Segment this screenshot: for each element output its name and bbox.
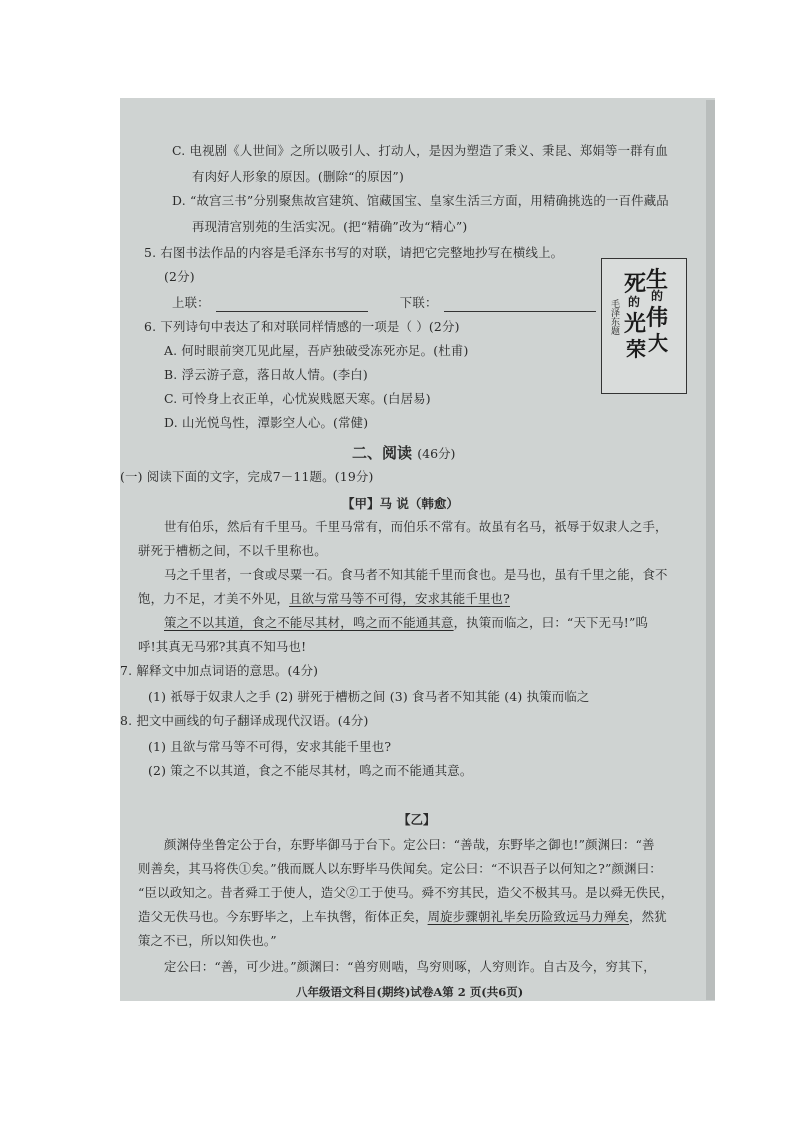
underlined-sentence-3: 周旋步骤朝礼毕矣历险致远马力殚矣 <box>427 909 630 924</box>
calligraphy-char: 的 <box>651 289 664 303</box>
jia-p3-line1-text: ，执策而临之，曰：“天下无马!”呜 <box>453 615 649 630</box>
section-title <box>352 442 455 463</box>
calligraphy-char: 荣 <box>626 337 646 361</box>
lower-couplet-label: 下联： <box>399 295 438 310</box>
q6-option-c: C. 可怜身上衣正单，心忧炭贱愿天寒。(白居易) <box>164 391 431 406</box>
calligraphy-image <box>601 258 687 394</box>
q6-option-a: A. 何时眼前突兀见此屋，吾庐独破受冻死亦足。(杜甫) <box>164 343 469 358</box>
q8-sentence-2: (2) 策之不以其道，食之不能尽其材，鸣之而不能通其意。 <box>148 763 473 778</box>
section-title-text: 二、阅读 <box>352 444 413 462</box>
calligraphy-char: 大 <box>648 331 668 355</box>
section-points: (46分) <box>417 446 456 461</box>
q4-option-d-line1: D. “故宫三书”分别聚焦故宫建筑、馆藏国宝、皇家生活三方面，用精确挑选的一百件藏品 <box>172 193 669 208</box>
q4-option-d-line2: 再现清宫别苑的生活实况。(把“精确”改为“精心”) <box>192 219 468 234</box>
q8-stem: 8. 把文中画线的句子翻译成现代汉语。(4分) <box>120 713 369 728</box>
q6-option-b: B. 浮云游子意，落日故人情。(李白) <box>164 367 368 382</box>
q8-sentence-1: (1) 且欲与常马等不可得，安求其能千里也? <box>148 739 392 754</box>
jia-p1-line2: 骈死于槽枥之间，不以千里称也。 <box>138 543 327 558</box>
calligraphy-char: 死 <box>624 271 647 297</box>
jia-p2-line2-text: 饱，力不足，才美不外见， <box>138 591 290 606</box>
underlined-sentence-1: 且欲与常马等不可得，安求其能千里也? <box>289 591 510 606</box>
calligraphy-signature: 毛泽东题 <box>609 299 619 335</box>
lower-couplet-blank[interactable] <box>444 299 596 312</box>
yi-line5: 策之不已，所以知佚也。” <box>138 933 277 948</box>
part1-intro: (一) 阅读下面的文字，完成7－11题。(19分) <box>120 469 374 484</box>
yi-line4-text: 造父无佚马也。今东野毕之，上车执辔，衔体正矣， <box>138 909 428 924</box>
q6-option-d: D. 山光悦鸟性，潭影空人心。(常健) <box>164 415 369 430</box>
exam-page <box>120 98 715 1001</box>
jia-p2-line1: 马之千里者，一食或尽粟一石。食马者不知其能千里而食也。是马也，虽有千里之能，食不 <box>164 567 668 582</box>
calligraphy-char: 的 <box>628 295 641 309</box>
yi-line4-end: ，然犹 <box>629 909 667 924</box>
q5-answer-row <box>172 294 602 312</box>
yi-line4 <box>138 908 667 926</box>
upper-couplet-label: 上联： <box>172 295 210 310</box>
page-footer: 八年级语文科目(期终)试卷A第 2 页(共6页) <box>296 985 524 999</box>
q4-option-c-line1: C. 电视剧《人世间》之所以吸引人、打动人，是因为塑造了秉义、秉昆、郑娟等一群有血 <box>172 143 668 158</box>
jia-p2-line2 <box>138 590 510 608</box>
q7-items: (1) 祇辱于奴隶人之手 (2) 骈死于槽枥之间 (3) 食马者不知其能 (4) 执策而临之 <box>148 689 590 704</box>
underlined-sentence-2: 策之不以其道，食之不能尽其材，鸣之而不能通其意 <box>164 615 454 630</box>
yi-line6: 定公曰：“善，可少进。”颜渊曰：“兽穷则啮，鸟穷则啄，人穷则诈。自古及今，穷其下， <box>164 959 656 974</box>
text-jia-title: 【甲】马 说（韩愈） <box>342 496 459 511</box>
yi-line1: 颜渊侍坐鲁定公于台，东野毕御马于台下。定公曰：“善哉，东野毕之御也!”颜渊曰：“善 <box>164 837 655 852</box>
calligraphy-char: 伟 <box>646 305 669 331</box>
yi-line3: “臣以政知之。昔者舜工于使人，造父②工于使马。舜不穷其民，造父不极其马。是以舜无佚民， <box>138 885 674 900</box>
calligraphy-char: 光 <box>624 311 647 337</box>
jia-p3-line1 <box>164 614 648 632</box>
q5-stem: 5. 右图书法作品的内容是毛泽东书写的对联，请把它完整地抄写在横线上。 <box>144 245 564 260</box>
text-yi-title: 【乙】 <box>398 812 436 827</box>
page-edge-shadow <box>706 100 715 1000</box>
q7-stem: 7. 解释文中加点词语的意思。(4分) <box>120 663 319 678</box>
q4-option-c-line2: 有肉好人形象的原因。(删除“的原因”) <box>192 169 404 184</box>
jia-p1-line1: 世有伯乐，然后有千里马。千里马常有，而伯乐不常有。故虽有名马，祇辱于奴隶人之手， <box>164 519 668 534</box>
calligraphy-char: 生 <box>646 267 669 293</box>
yi-line2: 则善矣，其马将佚①矣。”俄而厩人以东野毕马佚闻矣。定公曰：“不识吾子以何知之?”颜渊曰： <box>138 861 662 876</box>
q6-stem: 6. 下列诗句中表达了和对联同样情感的一项是（ ）(2分) <box>144 319 460 334</box>
jia-p3-line2: 呼!其真无马邪?其真不知马也! <box>138 639 307 654</box>
q5-points: (2分) <box>164 269 195 284</box>
upper-couplet-blank[interactable] <box>216 299 368 312</box>
